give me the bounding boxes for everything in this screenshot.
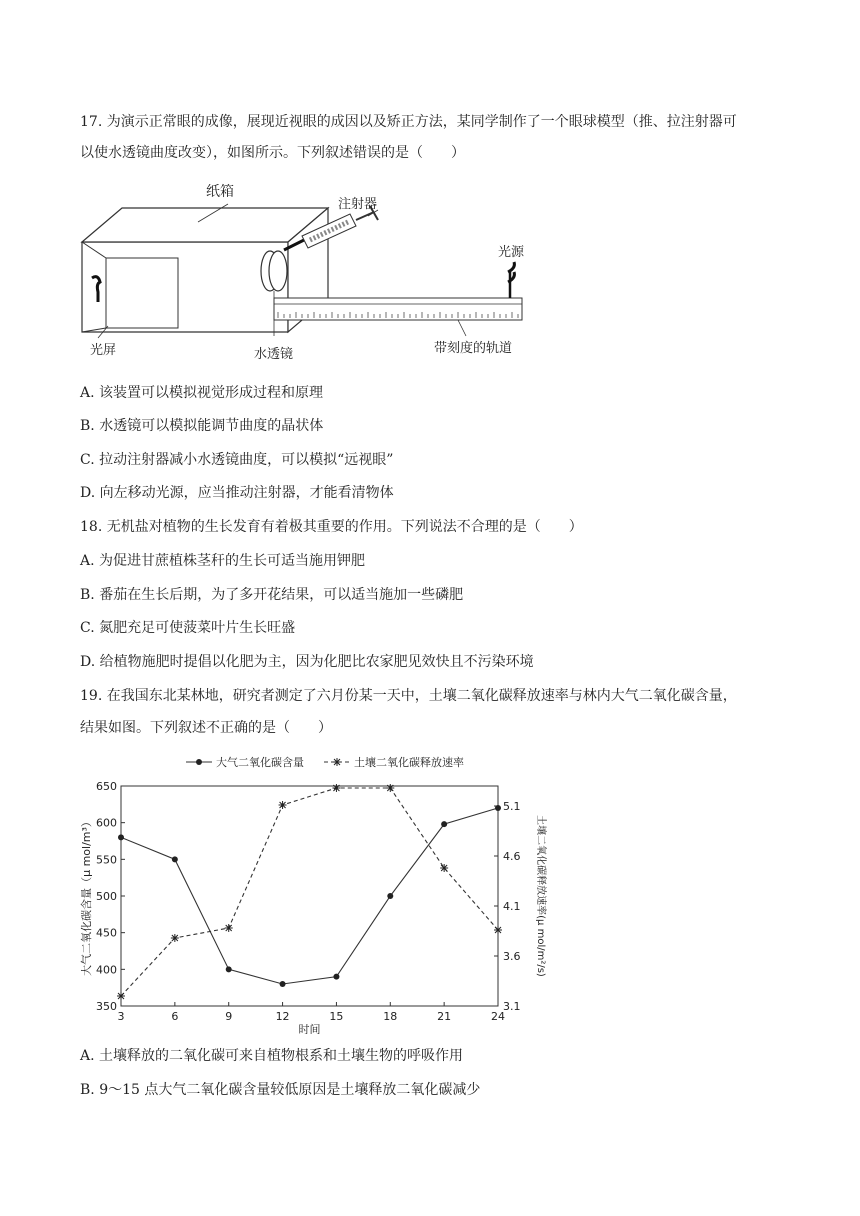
x-axis-label: 时间 — [298, 1023, 321, 1034]
x-tick-label: 24 — [491, 1010, 505, 1023]
legend-marker-dot — [196, 759, 202, 765]
legend-marker-star — [333, 758, 341, 766]
y-left-tick-label: 400 — [96, 963, 117, 977]
y-left-tick-label: 600 — [96, 816, 117, 830]
data-point-dot — [495, 805, 501, 811]
plot-frame — [121, 786, 498, 1006]
label-track: 带刻度的轨道 — [434, 341, 513, 356]
data-point-star — [332, 784, 340, 792]
q19-option-b: B. 9～15 点大气二氧化碳含量较低原因是土壤释放二氧化碳减少 — [80, 1082, 481, 1098]
label-screen: 光屏 — [90, 343, 117, 358]
y-left-tick-label: 500 — [96, 890, 117, 903]
data-point-dot — [226, 966, 232, 972]
x-tick-label: 18 — [383, 1010, 398, 1023]
x-tick-label: 21 — [437, 1010, 452, 1023]
q18-option-d: D. 给植物施肥时提倡以化肥为主，因为化肥比农家肥见效快且不污染环境 — [80, 654, 534, 670]
q17-stem-line2: 以使水透镜曲度改变），如图所示。下列叙述错误的是（ ） — [80, 145, 465, 161]
y-right-axis-label: 土壤二氧化碳释放速率(μ mol/m²/s) — [535, 815, 546, 977]
data-point-star — [171, 934, 179, 942]
data-point-star — [440, 864, 448, 872]
data-point-dot — [387, 893, 393, 899]
data-point-star — [494, 926, 502, 934]
q18-option-a: A. 为促进甘蔗植株茎秆的生长可适当施用钾肥 — [80, 553, 366, 569]
data-point-star — [386, 784, 394, 792]
q17-stem-line1: 17. 为演示正常眼的成像，展现近视眼的成因以及矫正方法，某同学制作了一个眼球模型（推、拉注射器可 — [80, 114, 737, 130]
y-left-tick-label: 450 — [96, 926, 117, 940]
legend-label-1: 土壤二氧化碳释放速率 — [354, 756, 464, 769]
y-left-tick-label: 650 — [96, 780, 117, 793]
data-point-dot — [280, 981, 286, 987]
q18-option-c: C. 氮肥充足可使菠菜叶片生长旺盛 — [80, 620, 296, 636]
x-tick-label: 15 — [329, 1010, 344, 1023]
x-tick-label: 9 — [225, 1010, 233, 1023]
y-left-axis-label: 大气二氧化碳含量（μ mol/m³） — [80, 816, 93, 976]
label-syringe: 注射器 — [338, 197, 378, 212]
label-box: 纸箱 — [206, 184, 234, 200]
q19-option-a: A. 土壤释放的二氧化碳可来自植物根系和土壤生物的呼吸作用 — [80, 1048, 464, 1064]
q17-option-d: D. 向左移动光源，应当推动注射器，才能看清物体 — [80, 485, 394, 501]
data-point-dot — [441, 821, 447, 827]
data-point-dot — [118, 834, 124, 840]
data-point-dot — [333, 974, 339, 980]
series-line-1 — [121, 788, 498, 996]
q17-option-b: B. 水透镜可以模拟能调节曲度的晶状体 — [80, 418, 324, 434]
y-right-tick-label: 4.1 — [503, 900, 521, 913]
x-tick-label: 3 — [117, 1010, 125, 1023]
y-right-tick-label: 5.1 — [503, 800, 521, 813]
q18-option-b: B. 番茄在生长后期，为了多开花结果，可以适当施加一些磷肥 — [80, 587, 464, 603]
y-right-tick-label: 3.1 — [503, 1000, 521, 1013]
y-right-tick-label: 3.6 — [503, 950, 521, 963]
legend-label-0: 大气二氧化碳含量 — [216, 756, 304, 769]
x-tick-label: 12 — [275, 1010, 290, 1023]
x-tick-label: 6 — [171, 1010, 179, 1023]
y-right-tick-label: 4.6 — [503, 850, 521, 863]
q19-stem-line2: 结果如图。下列叙述不正确的是（ ） — [80, 720, 332, 736]
data-point-star — [117, 992, 125, 1000]
q19-stem-line1: 19. 在我国东北某林地，研究者测定了六月份某一天中，土壤二氧化碳释放速率与林内大气二氧化碳含量， — [80, 688, 737, 704]
y-left-tick-label: 350 — [96, 1000, 117, 1013]
q17-option-c: C. 拉动注射器减小水透镜曲度，可以模拟“远视眼” — [80, 452, 394, 468]
q18-stem: 18. 无机盐对植物的生长发育有着极其重要的作用。下列说法不合理的是（ ） — [80, 519, 583, 535]
label-light-source: 光源 — [498, 245, 525, 260]
data-point-dot — [172, 856, 178, 862]
eyeball-model-figure — [78, 178, 534, 368]
data-point-star — [225, 924, 233, 932]
co2-dual-axis-line-chart — [76, 750, 560, 1034]
label-lens: 水透镜 — [254, 347, 294, 362]
series-line-0 — [121, 808, 498, 984]
q17-option-a: A. 该装置可以模拟视觉形成过程和原理 — [80, 385, 324, 401]
data-point-star — [279, 801, 287, 809]
y-left-tick-label: 550 — [96, 853, 117, 867]
